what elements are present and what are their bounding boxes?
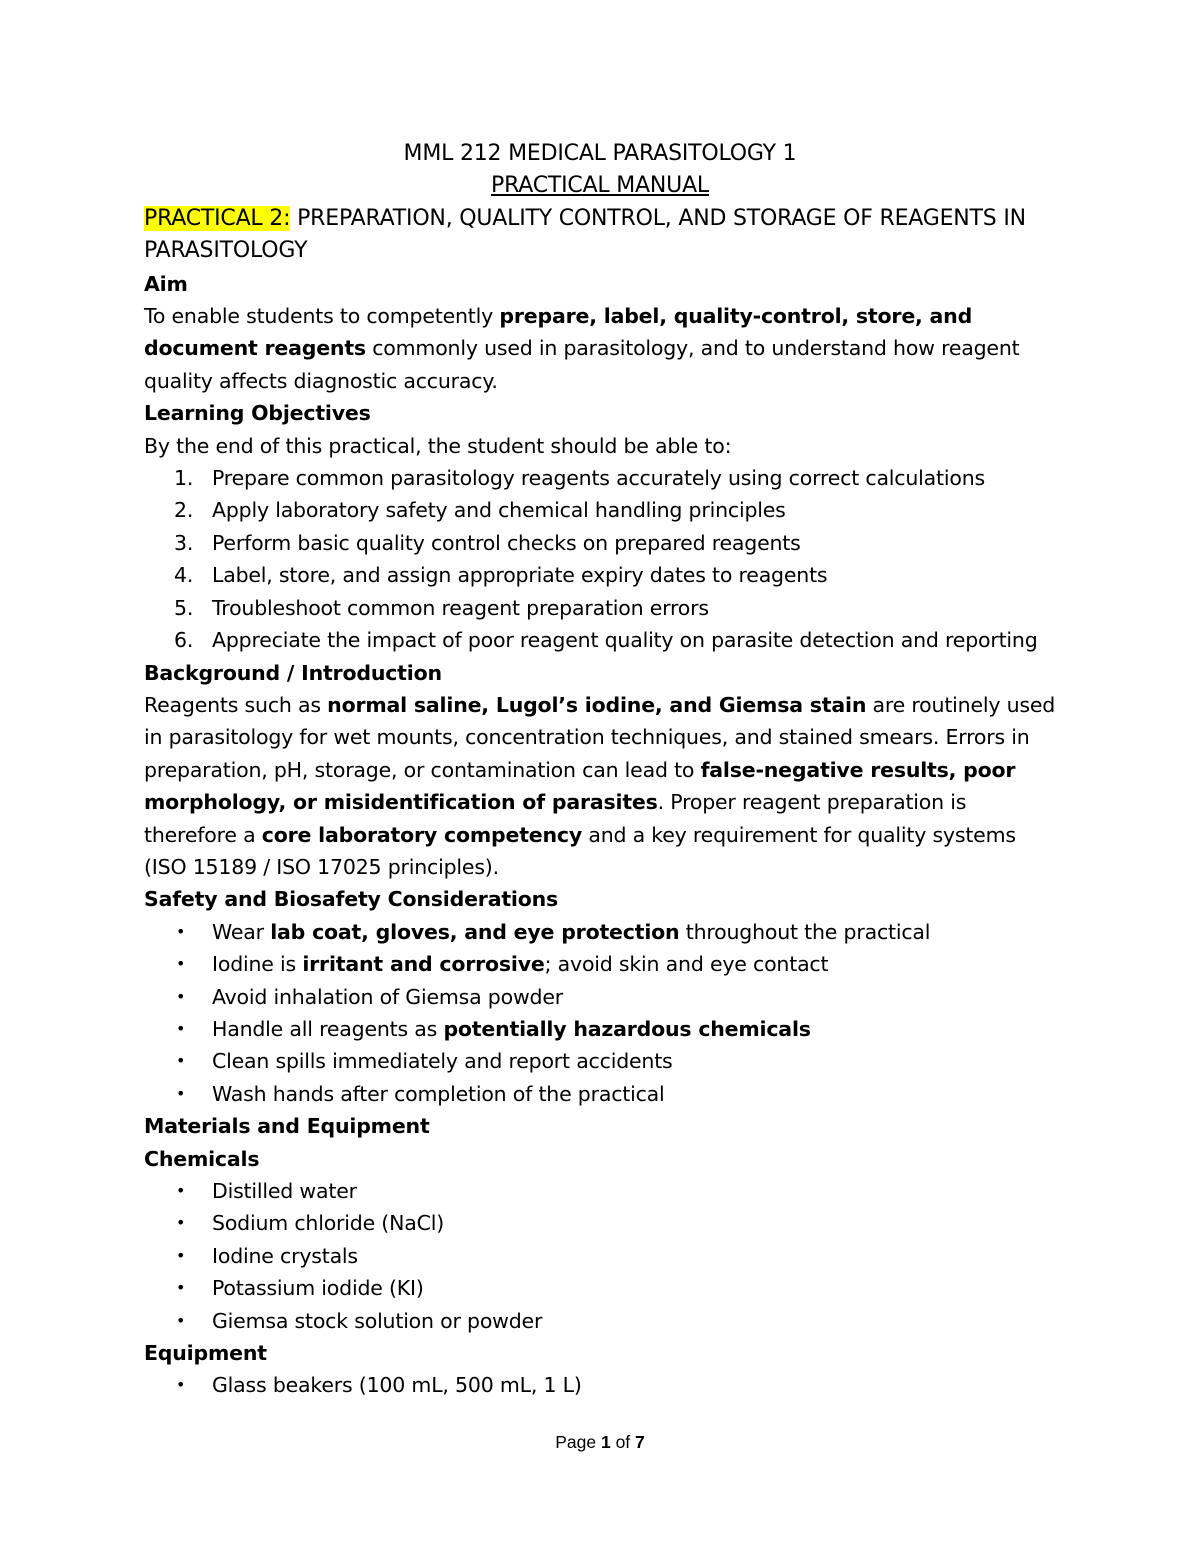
practical-title — [144, 203, 1056, 268]
practical-title-text: PREPARATION, QUALITY CONTROL, AND STORAGE OF REAGENTS IN PARASITOLOGY — [144, 205, 1026, 264]
background-text-2: are routinely used in parasitology for wet mounts, concentration techniques, and stained smears. Errors in preparation, pH, storage, or contamination can lead to — [144, 692, 1056, 782]
objectives-intro: By the end of this practical, the student should be able to: — [144, 433, 732, 458]
list-item-text: Troubleshoot common reagent preparation errors — [212, 595, 709, 620]
aim-text-1: To enable students to competently — [144, 304, 500, 329]
list-item-text: throughout the practical — [679, 919, 931, 944]
safety-heading: Safety and Biosafety Considerations — [144, 887, 559, 912]
bullet-icon: • — [176, 1375, 186, 1395]
background-bold-3: core laboratory competency — [261, 822, 583, 847]
list-item — [144, 916, 1056, 948]
list-item-text: Iodine crystals — [212, 1243, 358, 1268]
list-item-text: Clean spills immediately and report accidents — [212, 1049, 673, 1074]
page-total: 7 — [635, 1432, 645, 1452]
bullet-icon: • — [176, 1278, 186, 1298]
list-number: 6. — [174, 628, 194, 653]
list-item-text: Perform basic quality control checks on prepared reagents — [212, 530, 801, 555]
list-item — [144, 1369, 1056, 1401]
bullet-icon: • — [176, 1310, 186, 1330]
background-bold-2: false-negative results, poor morphology, or misidentification of parasites — [144, 757, 1016, 815]
list-item-text: Handle all reagents as — [212, 1016, 444, 1041]
list-item — [144, 1078, 1056, 1110]
list-number: 4. — [174, 563, 194, 588]
list-item — [144, 1013, 1056, 1045]
bullet-icon: • — [176, 954, 186, 974]
list-item — [144, 1045, 1056, 1077]
list-item — [144, 948, 1056, 980]
list-item — [144, 1305, 1056, 1337]
list-item — [144, 559, 1056, 591]
background-text-4: and a key requirement for quality systems (ISO 15189 / ISO 17025 principles). — [144, 822, 1016, 879]
practical-label: PRACTICAL 2: — [144, 205, 291, 231]
list-number: 2. — [174, 498, 194, 523]
course-title: MML 212 MEDICAL PARASITOLOGY 1 — [403, 141, 797, 166]
bullet-icon: • — [176, 986, 186, 1006]
list-item-bold: irritant and corrosive — [302, 952, 545, 977]
list-item — [144, 527, 1056, 559]
manual-title: PRACTICAL MANUAL — [491, 173, 709, 199]
bullet-icon: • — [176, 1018, 186, 1038]
list-item-text: ; avoid skin and eye contact — [544, 952, 829, 977]
background-text-3: . Proper reagent preparation is therefore a — [144, 790, 967, 847]
equipment-list — [144, 1369, 1056, 1401]
list-item-text: Prepare common parasitology reagents accurately using correct calculations — [212, 466, 985, 491]
list-item — [144, 1207, 1056, 1239]
list-item-text: Apply laboratory safety and chemical handling principles — [212, 498, 786, 523]
list-number: 1. — [174, 466, 194, 491]
bullet-icon: • — [176, 1213, 186, 1233]
materials-heading: Materials and Equipment — [144, 1114, 430, 1139]
objectives-list — [144, 462, 1056, 656]
chemicals-heading: Chemicals — [144, 1146, 260, 1171]
list-item-text: Glass beakers (100 mL, 500 mL, 1 L) — [212, 1373, 582, 1398]
background-heading: Background / Introduction — [144, 660, 442, 685]
list-item-text: Avoid inhalation of Giemsa powder — [212, 984, 563, 1009]
aim-text — [144, 300, 1056, 397]
bullet-icon: • — [176, 1181, 186, 1200]
aim-heading: Aim — [144, 271, 188, 296]
background-text-1: Reagents such as — [144, 692, 328, 717]
chemicals-list — [144, 1175, 1056, 1337]
list-item — [144, 462, 1056, 494]
list-item-text: Sodium chloride (NaCl) — [212, 1211, 445, 1236]
list-item-text: Distilled water — [212, 1179, 357, 1203]
equipment-heading: Equipment — [144, 1341, 267, 1366]
list-item-text: Giemsa stock solution or powder — [212, 1308, 543, 1333]
list-item-text: Potassium iodide (KI) — [212, 1276, 424, 1301]
page-footer — [0, 1432, 1200, 1453]
aim-bold-1: prepare, label, quality-control, store, and document reagents — [144, 304, 973, 361]
list-number: 5. — [174, 595, 194, 620]
list-number: 3. — [174, 530, 194, 555]
list-item — [144, 1175, 1056, 1207]
aim-text-2: commonly used in parasitology, and to understand how reagent quality affects diagnostic accuracy. — [144, 336, 1020, 393]
background-bold-1: normal saline, Lugol’s iodine, and Giemsa stain — [327, 692, 867, 717]
list-item-text: Appreciate the impact of poor reagent quality on parasite detection and reporting — [212, 628, 1038, 653]
list-item-bold: potentially hazardous chemicals — [443, 1016, 811, 1041]
list-item-bold: lab coat, gloves, and eye protection — [270, 919, 680, 944]
bullet-icon: • — [176, 1245, 186, 1265]
bullet-icon: • — [176, 921, 186, 941]
list-item — [144, 981, 1056, 1013]
list-item-text: Wash hands after completion of the practical — [212, 1081, 665, 1106]
list-item-text: Wear — [212, 919, 271, 944]
page-content — [144, 138, 1056, 1402]
list-item — [144, 494, 1056, 526]
list-item — [144, 592, 1056, 624]
safety-list — [144, 916, 1056, 1110]
bullet-icon: • — [176, 1051, 186, 1071]
list-item — [144, 624, 1056, 656]
list-item — [144, 1272, 1056, 1304]
objectives-heading: Learning Objectives — [144, 401, 371, 426]
of-word: of — [610, 1432, 636, 1452]
page-word: Page — [555, 1432, 601, 1452]
list-item — [144, 1240, 1056, 1272]
list-item-text: Iodine is — [212, 952, 303, 977]
background-text — [144, 689, 1056, 883]
page-number: 1 — [600, 1432, 611, 1452]
list-item-text: Label, store, and assign appropriate expiry dates to reagents — [212, 563, 828, 588]
bullet-icon: • — [176, 1083, 186, 1103]
